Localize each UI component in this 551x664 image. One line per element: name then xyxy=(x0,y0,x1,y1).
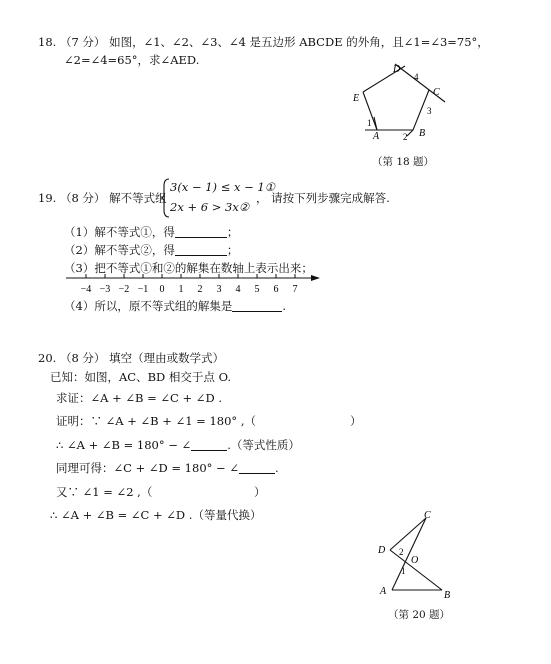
q18-number: 18. xyxy=(38,35,57,49)
q19-inequality-1: 3(x − 1) ≤ x − 1① xyxy=(170,180,276,194)
q19-step4 xyxy=(64,298,286,314)
number-line-tick-label: 4 xyxy=(235,284,241,295)
q20-label-C: C xyxy=(424,510,431,521)
q20-given: 已知：如图，AC、BD 相交于点 O. xyxy=(50,370,231,384)
q19-step1 xyxy=(64,224,238,240)
q18-label-B: B xyxy=(419,128,426,139)
q20-title: 填空（理由或数学式） xyxy=(109,351,225,365)
q19-score: （8 分） xyxy=(59,191,106,205)
q20-label-1: 1 xyxy=(401,566,406,576)
q20-proof4-close: ） xyxy=(254,485,266,499)
q20-proof-line3 xyxy=(56,460,279,476)
q19-inequality-2: 2x + 6 > 3x② xyxy=(170,200,250,214)
q19-step4-text: （4）所以，原不等式组的解集是 xyxy=(64,299,233,313)
q18-label-4: 4 xyxy=(414,72,419,82)
number-line-tick-label: −4 xyxy=(80,284,92,295)
number-line-tick-label: 7 xyxy=(292,284,298,295)
q20-proof2-text: ∴ ∠A + ∠B = 180° − ∠ xyxy=(56,438,192,452)
number-line-tick-label: 0 xyxy=(159,284,165,295)
q20-proof2-reason: .（等式性质） xyxy=(227,438,300,452)
q18-label-2: 2 xyxy=(403,132,408,140)
q19-intro: 解不等式组 xyxy=(109,191,167,205)
q20-proof1-close: ） xyxy=(350,414,362,428)
q19-step1-text: （1）解不等式①，得 xyxy=(64,225,175,239)
q18-score: （7 分） xyxy=(59,35,106,49)
q19-step4-period: . xyxy=(282,299,286,313)
q20-caption: （第 20 题） xyxy=(388,609,451,621)
q19-step4-blank[interactable] xyxy=(232,299,282,312)
q18-label-D: D xyxy=(393,64,401,75)
q19-step1-semicolon: ； xyxy=(226,225,239,239)
q20-proof3-blank[interactable] xyxy=(239,461,275,474)
q19-number: 19. xyxy=(38,191,57,205)
q20-proof3-period: . xyxy=(274,461,279,475)
q20-prove: 求证：∠A + ∠B = ∠C + ∠D . xyxy=(56,391,222,405)
q19-step1-blank[interactable] xyxy=(175,225,227,238)
q18-caption: （第 18 题） xyxy=(372,156,435,168)
q18-label-A: A xyxy=(373,131,380,140)
q20-proof-line2 xyxy=(56,437,300,453)
number-line-tick-label: −2 xyxy=(118,284,130,295)
q19-number-line xyxy=(64,272,324,298)
q20-score: （8 分） xyxy=(59,351,106,365)
q18-line2: ∠2=∠4=65°，求∠AED. xyxy=(64,53,200,67)
q19-intro-line xyxy=(38,190,167,206)
q20-proof1-text: 证明：∵ ∠A + ∠B + ∠1 = 180° ,（ xyxy=(56,414,256,428)
q18-label-E: E xyxy=(353,93,360,104)
q18-statement: 如图，∠1、∠2、∠3、∠4 是五边形 ABCDE 的外角，且∠1=∠3=75°， xyxy=(109,35,489,49)
number-line-tick-label: 2 xyxy=(197,284,203,295)
q19-step2-text: （2）解不等式②，得 xyxy=(64,243,175,257)
number-line-tick-label: −1 xyxy=(137,284,149,295)
q20-proof3-text: 同理可得：∠C + ∠D = 180° − ∠ xyxy=(56,461,239,475)
q19-step2-semicolon: ； xyxy=(226,243,239,257)
q20-intersecting-lines-figure xyxy=(370,510,460,600)
q20-number: 20. xyxy=(38,351,57,365)
q20-proof2-blank[interactable] xyxy=(191,438,227,451)
number-line-tick-label: 5 xyxy=(254,284,260,295)
q18-pentagon-figure xyxy=(345,60,460,140)
q18-label-C: C xyxy=(433,87,440,98)
q20-conclusion: ∴ ∠A + ∠B = ∠C + ∠D .（等量代换） xyxy=(50,508,262,522)
q19-step2 xyxy=(64,242,238,258)
q19-instruction: ， 请按下列步骤完成解答. xyxy=(256,191,390,205)
q20-label-A: A xyxy=(380,586,387,597)
q20-label-2: 2 xyxy=(399,547,404,557)
q20-label-O: O xyxy=(411,555,419,566)
q20-label-D: D xyxy=(378,545,386,556)
q20-proof-line4 xyxy=(56,484,152,500)
q19-brace xyxy=(160,178,170,218)
number-line-tick-label: 3 xyxy=(216,284,222,295)
q20-label-B: B xyxy=(444,590,451,600)
q18-line1 xyxy=(38,34,489,50)
q20-proof-line1 xyxy=(56,413,256,429)
q20-proof4-text: 又∵ ∠1 = ∠2 ,（ xyxy=(56,485,153,499)
q19-step3: （3）把不等式①和②的解集在数轴上表示出来； xyxy=(64,261,313,275)
q18-label-3: 3 xyxy=(427,106,432,116)
number-line-tick-label: 1 xyxy=(178,284,184,295)
number-line-tick-label: 6 xyxy=(273,284,279,295)
q19-step2-blank[interactable] xyxy=(175,243,227,256)
q20-header xyxy=(38,350,224,366)
number-line-tick-label: −3 xyxy=(99,284,111,295)
q18-label-1: 1 xyxy=(367,118,372,128)
